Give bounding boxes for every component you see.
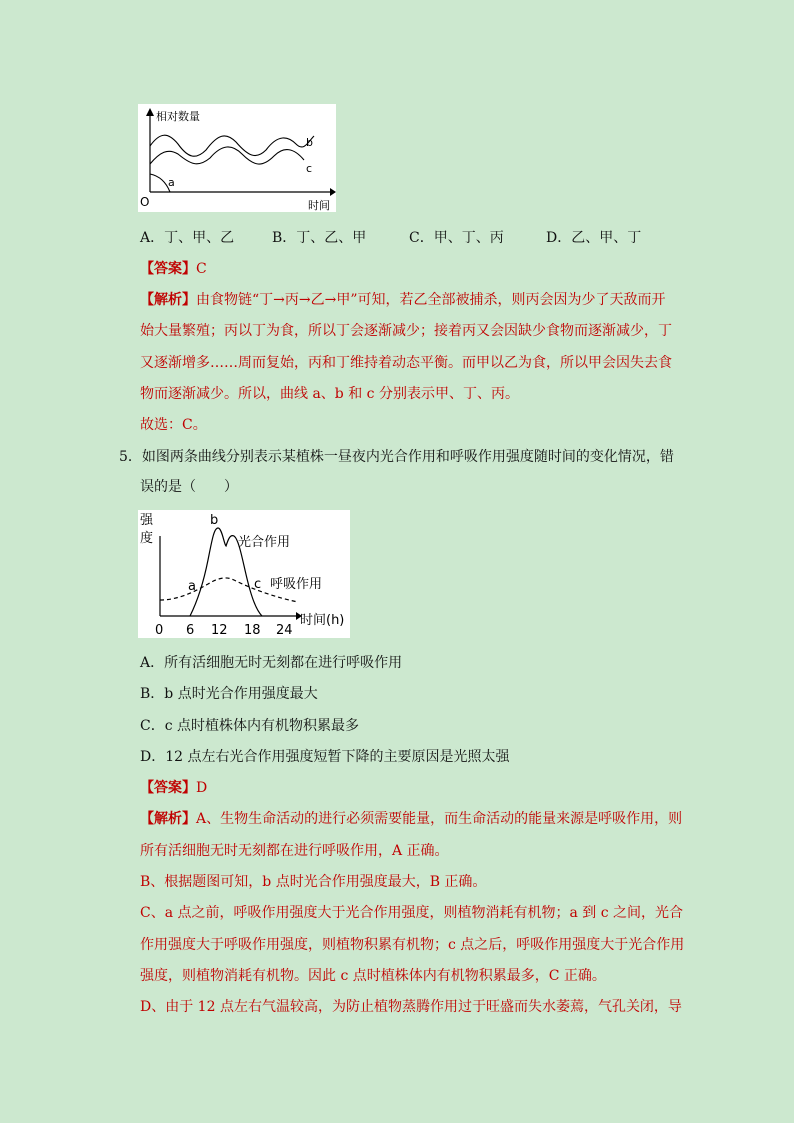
q4-origin: O xyxy=(140,195,150,209)
q5-answer-value: D xyxy=(196,780,208,796)
curve-b xyxy=(150,135,314,156)
q5-xlabel: 时间(h) xyxy=(300,613,345,628)
y-axis-arrow xyxy=(146,108,154,116)
q5-analysis-line-2: 所有活细胞无时无刻都在进行呼吸作用，A 正确。 xyxy=(140,843,449,859)
q4-graph xyxy=(138,104,336,212)
q5-graph xyxy=(138,510,350,638)
q5-point-b: b xyxy=(210,513,219,528)
q5-tick-6: 6 xyxy=(186,623,195,638)
x-axis-arrow xyxy=(330,188,336,196)
q5-option-b: B．b 点时光合作用强度最大 xyxy=(140,686,318,702)
q5-analysis-text-1: A、生物生命活动的进行必须需要能量，而生命活动的能量来源是呼吸作用，则 xyxy=(196,811,683,827)
q4-analysis-line-4: 物而逐渐减少。所以，曲线 a、b 和 c 分别表示甲、丁、丙。 xyxy=(140,386,519,402)
q5-answer xyxy=(140,778,207,798)
q5-answer-tag: 【答案】 xyxy=(140,780,196,796)
q5-analysis-line-6: 强度，则植物消耗有机物。因此 c 点时植株体内有机物积累最多，C 正确。 xyxy=(140,968,606,984)
q5-tick-18: 18 xyxy=(244,623,261,638)
q5-point-c: c xyxy=(254,577,262,592)
q4-option-d: D．乙、甲、丁 xyxy=(546,230,642,246)
q4-analysis-text-1: 由食物链“丁→丙→乙→甲”可知，若乙全部被捕杀，则丙会因为少了天敌而开 xyxy=(196,292,666,308)
q5-analysis-line-5: 作用强度大于呼吸作用强度，则植物积累有机物；c 点之后，呼吸作用强度大于光合作用 xyxy=(140,937,685,953)
q4-analysis-line-3: 又逐渐增多……周而复始，丙和丁维持着动态平衡。而甲以乙为食，所以甲会因失去食 xyxy=(140,355,672,371)
q5-tick-0: 0 xyxy=(155,623,164,638)
q4-answer-tag: 【答案】 xyxy=(140,261,196,277)
q5-ylabel-1: 强 xyxy=(140,513,154,528)
q4-option-c: C．甲、丁、丙 xyxy=(409,230,504,246)
q5-option-a: A．所有活细胞无时无刻都在进行呼吸作用 xyxy=(140,655,403,671)
q5-option-d: D．12 点左右光合作用强度短暂下降的主要原因是光照太强 xyxy=(140,749,510,765)
q5-stem-line-1: 5．如图两条曲线分别表示某植株一昼夜内光合作用和呼吸作用强度随时间的变化情况，错 xyxy=(119,449,674,465)
q5-figure xyxy=(138,510,350,638)
q5-point-a: a xyxy=(188,579,196,594)
q4-option-b: B．丁、乙、甲 xyxy=(272,230,367,246)
q5-analysis-line-1 xyxy=(140,809,682,829)
q5-analysis-line-4: C、a 点之前，呼吸作用强度大于光合作用强度，则植物消耗有机物；a 到 c 之间，光合 xyxy=(140,905,684,921)
q5-tick-12: 12 xyxy=(211,623,228,638)
q4-conclusion: 故选：C。 xyxy=(140,417,207,433)
q4-xlabel: 时间 xyxy=(308,199,330,212)
q4-answer xyxy=(140,259,207,279)
q4-label-b: b xyxy=(306,136,313,149)
q5-option-c: C．c 点时植株体内有机物积累最多 xyxy=(140,718,360,734)
q4-label-a: a xyxy=(168,176,175,189)
q5-ylabel-2: 度 xyxy=(140,531,154,546)
curve-c xyxy=(150,147,304,164)
q4-figure xyxy=(138,104,336,212)
q5-analysis-line-7: D、由于 12 点左右气温较高，为防止植物蒸腾作用过于旺盛而失水萎蔫，气孔关闭，导 xyxy=(140,999,682,1015)
q4-analysis-tag: 【解析】 xyxy=(140,292,196,308)
q5-stem-line-2: 误的是（ ） xyxy=(140,479,238,495)
q4-answer-value: C xyxy=(196,261,207,277)
q4-analysis-line-2: 始大量繁殖；丙以丁为食，所以丁会逐渐减少；接着丙又会因缺少食物而逐渐减少，丁 xyxy=(140,323,672,339)
q5-analysis-line-3: B、根据题图可知，b 点时光合作用强度最大，B 正确。 xyxy=(140,874,487,890)
curve-a xyxy=(150,174,170,192)
q5-photosynthesis-label: 光合作用 xyxy=(238,535,291,550)
q5-analysis-tag: 【解析】 xyxy=(140,811,196,827)
q4-label-c: c xyxy=(306,162,313,175)
q4-analysis-line-1 xyxy=(140,290,666,310)
q4-option-a: A．丁、甲、乙 xyxy=(140,230,235,246)
q4-ylabel: 相对数量 xyxy=(156,110,200,123)
q5-respiration-label: 呼吸作用 xyxy=(270,577,323,592)
q5-tick-24: 24 xyxy=(276,623,293,638)
